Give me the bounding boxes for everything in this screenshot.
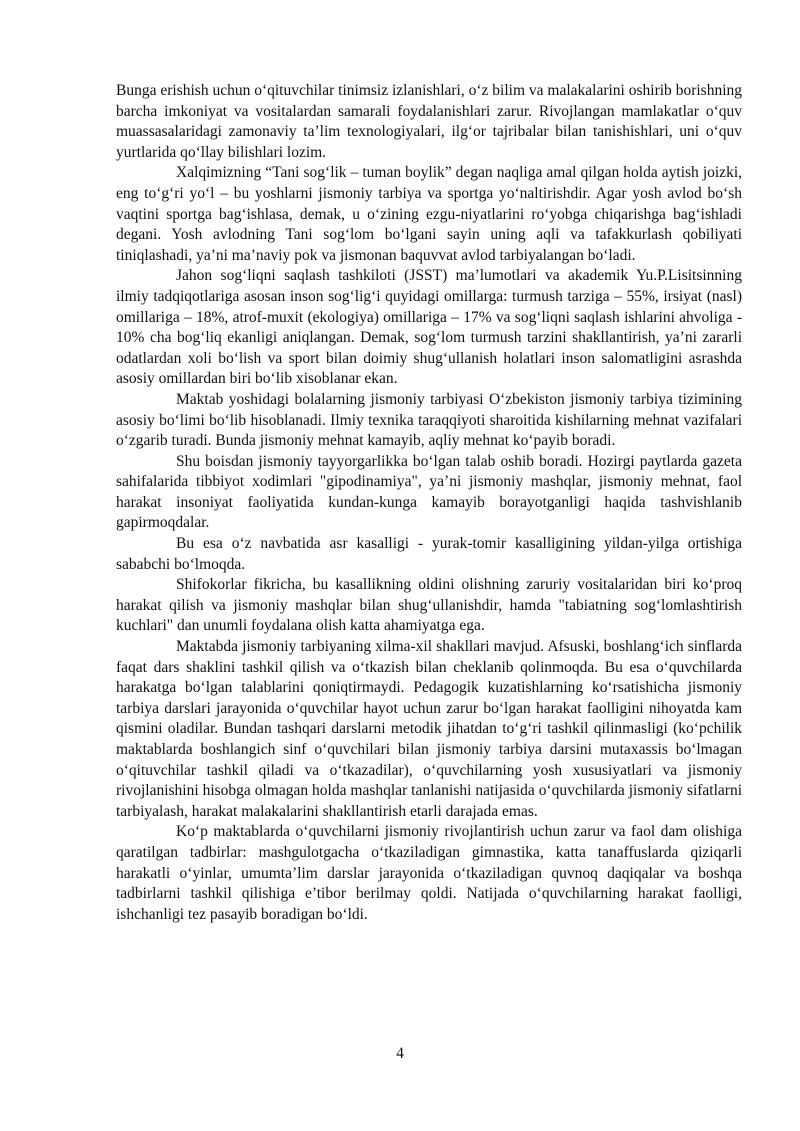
paragraph-7: Shifokorlar fikricha, bu kasallikning oldini olishning zaruriy vositalaridan biri ko‘proq harakat qilish va jismoniy mashqlar bilan shug‘ullanishdir, hamda "tabiatning sog‘lomlashtirish kuchlari" dan unumli foydalana olish katta ahamiyatga ega. <box>116 576 742 635</box>
paragraph-9: Ko‘p maktablarda o‘quvchilarni jismoniy rivojlantirish uchun zarur va faol dam olishiga qaratilgan tadbirlar: mashgulotgacha o‘tkaziladigan gimnastika, katta tanaffuslarda qiziqarli harakatli o‘yinlar, umumta’lim darslar jarayonida o‘tkaziladigan quvnoq daqiqalar va boshqa tadbirlarni tashkil qilishiga e’tibor berilmay qoldi. Natijada o‘quvchilarning harakat faolligi, ishchanligi tez pasayib boradigan bo‘ldi. <box>116 823 742 923</box>
paragraph-3: Jahon sog‘liqni saqlash tashkiloti (JSST) ma’lumotlari va akademik Yu.P.Lisitsinning ilmiy tadqiqotlariga asosan inson sog‘lig‘i quyidagi omillarga: turmush tarziga – 55%, irsiyat (nasl) omillariga – 18%, atrof-muxit (ekologiya) omillariga – 17% va sog‘liqni saqlash ishlarini ahvoliga - 10% cha bog‘liq ekanligi aniqlangan. Demak, sog‘lom turmush tarzini shakllantirish, ya’ni zararli odatlardan xoli bo‘lish va sport bilan doimiy shug‘ullanish holatlari inson salomatligini asrashda asosiy omillardan biri bo‘lib xisoblanar ekan. <box>116 267 742 388</box>
document-page <box>116 81 742 925</box>
paragraph-8: Maktabda jismoniy tarbiyaning xilma-xil shakllari mavjud. Afsuski, boshlang‘ich sinflarda faqat dars shaklini tashkil qilish va o‘tkazish bilan cheklanib qolinmoqda. Bu esa o‘quvchilarda harakatga bo‘lgan talablarini qoniqtirmaydi. Pedagogik kuzatishlarning ko‘rsatishicha jismoniy tarbiya darslari jarayonida o‘quvchilar hayot uchun zarur bo‘lgan harakat faolligini nihoyatda kam qismini oladilar. Bundan tashqari darslarni metodik jihatdan to‘g‘ri tashkil qilinmasligi (ko‘pchilik maktablarda boshlangich sinf o‘quvchilari bilan jismoniy tarbiya darsini mutaxassis bo‘lmagan o‘qituvchilar tashkil qiladi va o‘tkazadilar), o‘quvchilarning yosh xususiyatlari va jismoniy rivojlanishini hisobga olmagan holda mashqlar tanlanishi natijasida o‘quvchilarda jismoniy sifatlarni tarbiyalash, harakat malakalarini shakllantirish etarli darajada emas. <box>116 638 742 820</box>
paragraph-5: Shu boisdan jismoniy tayyorgarlikka bo‘lgan talab oshib boradi. Hozirgi paytlarda gazeta sahifalarida tibbiyot xodimlari "gipodinamiya", ya’ni jismoniy mashqlar, jismoniy mehnat, faol harakat insoniyat faoliyatida kundan-kunga kamayib borayotganligi haqida tashvishlanib gapirmoqdalar. <box>116 452 742 532</box>
paragraph-6: Bu esa o‘z navbatida asr kasalligi - yurak-tomir kasalligining yildan-yilga ortishiga sababchi bo‘lmoqda. <box>116 535 742 573</box>
paragraph-2: Xalqimizning “Tani sog‘lik – tuman boylik” degan naqliga amal qilgan holda aytish joizki, eng to‘g‘ri yo‘l – bu yoshlarni jismoniy tarbiya va sportga yo‘naltirishdir. Agar yosh avlod bo‘sh vaqtini sportga bag‘ishlasa, demak, u o‘zining ezgu-niyatlarini ro‘yobga chiqarishga bag‘ishladi degani. Yosh avlodning Tani sog‘lom bo‘lgani sayin uning aqli va tafakkurlash qobiliyati tiniqlashadi, ya’ni ma’naviy pok va jismonan baquvvat avlod tarbiyalangan bo‘ladi. <box>116 164 742 264</box>
page-number: 4 <box>396 1045 404 1062</box>
paragraph-1: Bunga erishish uchun o‘qituvchilar tinimsiz izlanishlari, o‘z bilim va malakalarini oshirib borishning barcha imkoniyat va vositalardan samarali foydalanishlari zarur. Rivojlangan mamlakatlar o‘quv muassasalaridagi zamonaviy ta’lim texnologiyalari, ilg‘or tajribalar bilan tanishishlari, uni o‘quv yurtlarida qo‘llay bilishlari lozim. <box>116 82 742 161</box>
paragraph-4: Maktab yoshidagi bolalarning jismoniy tarbiyasi O‘zbekiston jismoniy tarbiya tizimining asosiy bo‘limi bo‘lib hisoblanadi. Ilmiy texnika taraqqiyoti sharoitida kishilarning mehnat vazifalari o‘zgarib turadi. Bunda jismoniy mehnat kamayib, aqliy mehnat ko‘payib boradi. <box>116 390 742 450</box>
